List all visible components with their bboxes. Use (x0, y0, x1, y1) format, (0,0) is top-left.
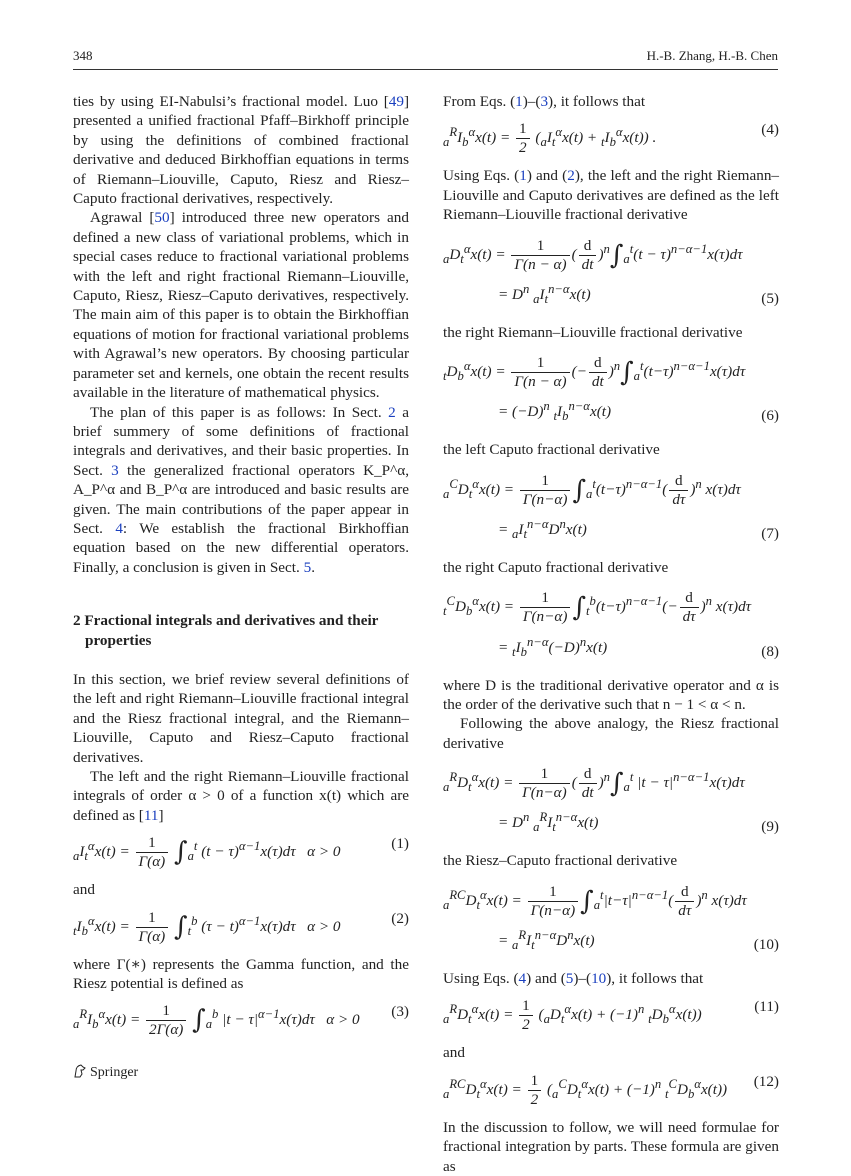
text-run: a brief summery of some definitions of fractional integrals and derivatives, and their basic properties. In Sect. (73, 403, 409, 479)
paragraph: the right Riemann–Liouville fractional derivative (443, 323, 743, 341)
running-authors: H.-B. Zhang, H.-B. Chen (646, 48, 778, 63)
paragraph (73, 767, 409, 825)
equation-number: (11) (754, 998, 779, 1016)
paragraph: and (443, 1044, 465, 1062)
citation-link[interactable]: 3 (540, 93, 549, 110)
text-run: the generalized fractional operators K_P^α, A_P^α and B_P^α are introduced and basic results are given. The main contributions of the paper appear in Sect. (73, 461, 409, 537)
equation-number: (12) (753, 1072, 779, 1090)
equation-number: (10) (753, 936, 779, 953)
text-run: ) and ( (526, 167, 568, 185)
text-run: ) and ( (526, 970, 566, 987)
text-run: : We establish the fractional Birkhoffian equation based on the new differential operators. Finally, a conclusion is given in Sect. (73, 519, 409, 576)
paragraph: where D is the traditional derivative operator and α is the order of the derivative such that n − 1 < α < n. (443, 676, 779, 713)
equation-6: $_tD_b^\alpha x(t)$ = $\frac{1}{\Gamma(n - \alpha)}$ (− $\frac{d}{dt}$ )$^n\int_a^t(t-\tau)^{n-\alpha-1}x(\tau)d\tau$ = $(-D)^n$ $_tI_b^{n-\alpha}x(t)$ (6) (443, 351, 779, 431)
equation-12: $_a^{RC}D_t^\alpha x(t)$ = $\frac{1}{2}$ ($_a^CD_t^\alpha x(t) + (-1)^n$ $_t^CD_b^\alpha x(t)$) (12) (443, 1071, 779, 1108)
paragraph (443, 969, 779, 988)
section-heading: 2 Fractional integrals and derivatives and their properties (73, 612, 379, 649)
text-run: Agrawal [ (90, 209, 155, 227)
paragraph (73, 208, 409, 402)
equation-3: $_a^RI_b^\alpha x(t)$ = $\frac{1}{2\Gamma(\alpha)}$ $\int_a^b$ $|t - \tau|^{\alpha-1}x(\tau)d\tau$ α > 0 (3) (73, 1002, 409, 1039)
text-run: ), the left and the right Riemann–Liouville and Caputo derivatives are defined as the left Riemann–Liouville fractional derivative (443, 167, 780, 224)
equation-8: $_t^CD_b^\alpha x(t)$ = $\frac{1}{\Gamma(n-\alpha)}$ $\int_t^b(t-\tau)^{n-\alpha-1}(-$ $\frac{d}{d\tau}$ )$^n$ x(τ)dτ = $_tI_b^{n-\alpha}(-D)^nx(t)$ (8) (443, 586, 779, 666)
paragraph: In the discussion to follow, we will need formulae for fractional integration by parts. These formula are given as (443, 1118, 779, 1175)
text-run: ), it follows that (606, 970, 704, 987)
equation-5: $_aD_t^\alpha x(t)$ = $\frac{1}{\Gamma(n - \alpha)}$ ( $\frac{d}{dt}$ )$^n\int_a^t(t - \tau)^{n-\alpha-1}x(\tau)d\tau$ = $D^n$ $_aI_t^{n-\alpha}x(t)$ (5) (443, 234, 779, 314)
paragraph (443, 92, 779, 111)
citation-link[interactable]: 1 (519, 167, 527, 185)
paragraph: In this section, we brief review several definitions of the left and right Riemann–Liouville fractional integral and the Riesz fractional integral, and the Riemann–Liouville, Caputo and Riesz–Caputo fractional derivatives. (73, 670, 409, 766)
citation-link[interactable]: 5 (565, 970, 574, 987)
equation-9: $_a^RD_t^\alpha x(t)$ = $\frac{1}{\Gamma(n-\alpha)}$ ( $\frac{d}{dt}$ )$^n\int_a^t$ $|t - \tau|^{n-\alpha-1}x(\tau)d\tau$ = $D^n$ $_a^RI_t^{n-\alpha}x(t)$ (9) (443, 762, 779, 842)
text-run: . (311, 558, 315, 576)
left-column (73, 92, 409, 1048)
equation-number: (2) (391, 909, 409, 927)
citation-link[interactable]: 3 (111, 461, 119, 479)
equation-10: $_a^{RC}D_t^\alpha x(t)$ = $\frac{1}{\Gamma(n-\alpha)}$ $\int_a^t|t-\tau|^{n-\alpha-1}$( $\frac{d}{d\tau}$ )$^n$ x(τ)dτ = $_a^RI_t^{n-\alpha}D^nx(t)$ (10) (443, 880, 779, 960)
page-number: 348 (73, 48, 93, 63)
text-run: ), it follows that (548, 93, 646, 110)
citation-link[interactable]: 5 (303, 558, 312, 576)
equation-number: (8) (761, 642, 779, 660)
text-run: )–( (573, 970, 592, 987)
equation-11: $_a^RD_t^\alpha x(t)$ = $\frac{1}{2}$ ($_aD_t^\alpha x(t) + (-1)^n$ $_tD_b^\alpha x(t)$) (11) (443, 997, 779, 1034)
equation-4: $_a^RI_b^\alpha x(t)$ = $\frac{1}{2}$ $(_aI_t^\alpha x(t) + _tI_b^\alpha x(t))$ . (4) (443, 120, 779, 157)
footer (73, 1064, 138, 1081)
paragraph: and (73, 881, 95, 899)
paragraph (443, 166, 779, 224)
equation-number: (1) (391, 835, 409, 853)
text-run: ] presented a unified fractional Pfaff–Birkhoff principle by using the definitions of combined fractional derivative and deduced Birkhoffian equations in terms of Riemann–Liouville, Caputo, Riesz and Riesz–Caputo fractional derivatives, respectively. (73, 93, 409, 208)
equation-number: (9) (761, 818, 779, 836)
equation-7: $_a^CD_t^\alpha x(t)$ = $\frac{1}{\Gamma(n-\alpha)}$ $\int_a^t(t-\tau)^{n-\alpha-1}$( $\frac{d}{d\tau}$ )$^n$ x(τ)dτ = $_aI_t^{n-\alpha}D^nx(t)$ (7) (443, 469, 779, 549)
citation-link[interactable]: 50 (154, 209, 170, 227)
text-run: ] introduced three new operators and defined a new class of variational problems, which in special cases reduce to fractional variational problems with the left and right fractional Riemann–Liouville, Caputo, Riesz, Riesz–Caputo derivatives, respectively. The main aim of this paper is to obtain the Birkhoffian equations of motion for fractional variational problems with Agrawal’s new operators. By choosing particular parameter set and kernels, one obtain the recent results available in the literature of mathematical physics. (73, 209, 409, 402)
right-column (443, 92, 779, 1176)
citation-link[interactable]: 2 (567, 167, 575, 185)
equation-number: (4) (761, 121, 779, 139)
equation-number: (5) (761, 289, 779, 307)
citation-link[interactable]: 49 (388, 93, 404, 110)
paragraph (73, 92, 409, 208)
equation-number: (3) (391, 1003, 409, 1021)
paragraph: the Riesz–Caputo fractional derivative (443, 852, 678, 870)
paragraph: where Γ(∗) represents the Gamma function, and the Riesz potential is defined as (73, 955, 409, 993)
equation-1: $_aI_t^\alpha x(t)$ = $\frac{1}{\Gamma(\alpha)}$ $\int_a^t$ $(t - \tau)^{\alpha-1}x(\tau)d\tau$ α > 0 (1) (73, 834, 409, 871)
text-run: The left and the right Riemann–Liouville fractional integrals of order α > 0 of a function x(t) which are defined as [ (73, 768, 409, 824)
text-run: The plan of this paper is as follows: In Sect. (90, 403, 389, 421)
text-run: )–( (522, 93, 541, 110)
text-run: ties by using EI-Nabulsi’s fractional model. Luo [ (73, 93, 389, 110)
text-run: Using Eqs. ( (443, 167, 520, 185)
citation-link[interactable]: 1 (515, 93, 523, 110)
citation-link[interactable]: 10 (591, 970, 607, 987)
springer-horse-icon (73, 1064, 86, 1078)
text-run: Using Eqs. ( (443, 970, 519, 987)
text-run: ] (158, 806, 164, 824)
header-rule (73, 69, 778, 70)
equation-number: (6) (761, 407, 779, 425)
citation-link[interactable]: 2 (388, 403, 396, 421)
publisher-name: Springer (90, 1065, 139, 1080)
paragraph: Following the above analogy, the Riesz fractional derivative (443, 715, 779, 752)
citation-link[interactable]: 4 (518, 970, 527, 987)
citation-link[interactable]: 4 (115, 519, 123, 537)
paragraph: the right Caputo fractional derivative (443, 559, 669, 576)
equation-2: $_tI_b^\alpha x(t)$ = $\frac{1}{\Gamma(\alpha)}$ $\int_t^b$ $(\tau - t)^{\alpha-1}x(\tau)d\tau$ α > 0 (2) (73, 908, 409, 945)
equation-number: (7) (761, 525, 779, 542)
citation-link[interactable]: 11 (143, 806, 159, 824)
running-header (73, 48, 778, 70)
text-run: From Eqs. ( (443, 93, 516, 110)
paragraph: the left Caputo fractional derivative (443, 441, 660, 459)
paragraph (73, 403, 409, 578)
